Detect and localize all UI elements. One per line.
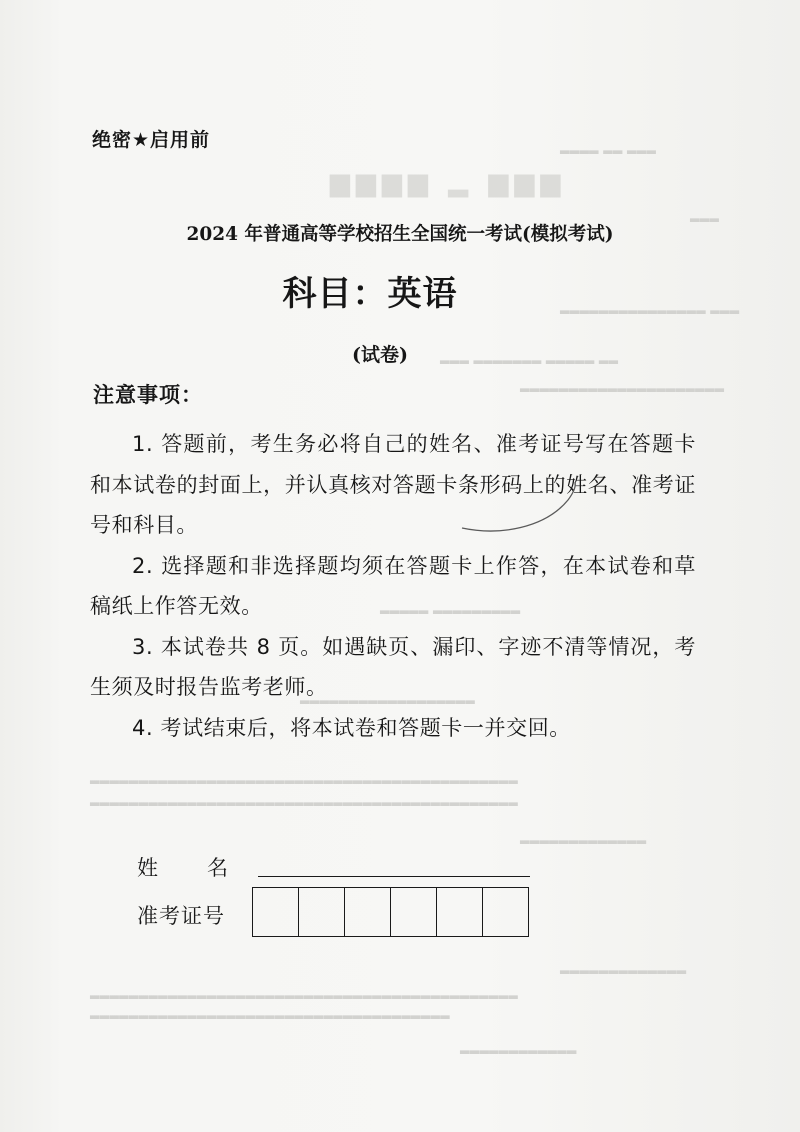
confidential-mark: 绝密★启用前 [92,129,211,151]
exam-cover-page: ▂▂▂▂ ▂▂ ▂▂▂ ▆▆▆▆ ▂ ▆▆▆ ▂▂▂ ▂▂▂▂▂▂▂▂▂▂▂▂▂▂▂ ▂▂▂ ▂▂▂ ▂▂▂▂▂▂▂ ▂▂▂▂▂ ▂▂ ▂▂▂▂▂▂▂▂▂▂▂▂▂▂▂▂▂▂▂▂▂ ▂▂▂▂▂ ▂▂▂▂▂▂▂▂▂ ▂▂▂▂▂▂▂▂▂▂▂▂▂▂▂▂▂▂ ▂▂▂▂▂▂▂▂▂▂▂▂▂▂▂▂▂▂▂▂▂▂▂▂▂▂▂▂▂▂▂▂▂▂▂▂▂▂▂▂▂▂▂▂ ▂▂▂▂▂▂▂▂▂▂▂▂▂▂▂▂▂▂▂▂▂▂▂▂▂▂▂▂▂▂▂▂▂▂▂▂▂▂▂▂▂▂▂▂ ▂▂▂▂▂▂▂▂▂▂▂▂▂ ▂▂▂▂▂▂▂▂▂▂▂▂▂ ▂▂▂▂▂▂▂▂▂▂▂▂▂▂▂▂▂▂▂▂▂▂▂▂▂▂▂▂▂▂▂▂▂▂▂▂▂▂▂▂▂▂▂▂ ▂▂▂▂▂▂▂▂▂▂▂▂▂▂▂▂▂▂▂▂▂▂▂▂▂▂▂▂▂▂▂▂▂▂▂▂▂ ▂▂▂▂▂▂▂▂▂▂▂▂ 绝密★启用前 2024 年普通高等学校招生全国统一考试(模拟考试) 科目：英语 (试卷) 注意事项： 1. 答题前，考生务必将自己的姓名、准考证号写在答题卡和本试卷的封面上，并认真核对答题卡条形码上的姓名、准考证号和科目。 2. 选择题和非选择题均须在答题卡上作答，在本试卷和草稿纸上作答无效。 3. 本试卷共 8 页。如遇缺页、漏印、字迹不清等情况，考生须及时报告监考老师。 4. 考试结束后，将本试卷和答题卡一并交回。 姓 名 准考证号 [0,0,800,1132]
ticket-number-label: 准考证号 [137,904,225,928]
notice-item: 1. 答题前，考生务必将自己的姓名、准考证号写在答题卡和本试卷的封面上，并认真核对答题卡条形码上的姓名、准考证号和科目。 [90,432,696,537]
notice-item: 3. 本试卷共 8 页。如遇缺页、漏印、字迹不清等情况，考生须及时报告监考老师。 [90,634,696,699]
notice-list [90,424,696,748]
subject-title: 科目：英语 [282,274,458,314]
exam-title: 2024 年普通高等学校招生全国统一考试(模拟考试) [186,224,614,245]
ticket-digit-box[interactable] [437,888,483,936]
ticket-digit-box[interactable] [253,888,299,936]
ticket-digit-box[interactable] [391,888,437,936]
ticket-digit-box[interactable] [345,888,391,936]
notice-item: 4. 考试结束后，将本试卷和答题卡一并交回。 [132,715,571,740]
paper-type-label: (试卷) [352,344,408,366]
notice-heading: 注意事项： [93,383,203,407]
pen-stroke-mark [450,470,590,550]
name-label-char1: 姓 [137,856,159,880]
ticket-digit-box[interactable] [483,888,528,936]
notice-item: 2. 选择题和非选择题均须在答题卡上作答，在本试卷和草稿纸上作答无效。 [90,553,696,618]
ticket-digit-box[interactable] [299,888,345,936]
name-label-char2: 名 [207,856,229,880]
ticket-number-boxes [252,887,529,937]
name-write-line[interactable] [258,876,530,877]
